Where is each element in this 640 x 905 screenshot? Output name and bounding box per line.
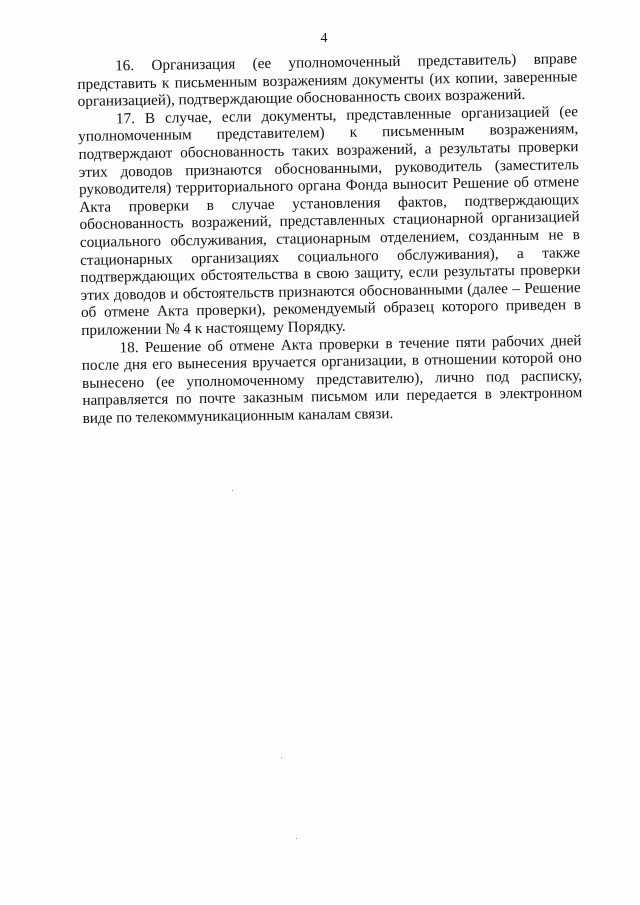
document-body [77, 50, 583, 427]
scan-speck [281, 757, 282, 758]
paragraph-18: 18. Решение об отмене Акта проверки в течение пяти рабочих дней после дня его вынесения вручается организации, в отношении которой оно вынесено (ее уполномоченному представителю), лично под расписку, направляется по почте заказным письмом или передается в электронном виде по телекоммуникационным каналам связи. [81, 331, 583, 427]
scan-speck [296, 838, 297, 839]
page-number: 4 [320, 31, 328, 46]
paragraph-17: 17. В случае, если документы, представленные организацией (ее уполномоченным представителем) к письменным возражениям, подтверждают обоснованность таких возражений, а результаты проверки этих доводов признаются обоснованными, руководитель (заместитель руководителя) территориального органа Фонда выносит Решение об отмене Акта проверки в случае установления фактов, подтверждающих обоснованность возражений, представленных стационарной организацией социального обслуживания, стационарным отделением, созданным не в стационарных организациях социального обслуживания), а также подтверждающих обстоятельства в свою защиту, если результаты проверки этих доводов и обстоятельств признаются обоснованными (далее – Решение об отмене Акта проверки), рекомендуемый образец которого приведен в приложении № 4 к настоящему Порядку. [78, 102, 582, 339]
scan-speck [232, 490, 233, 491]
paragraph-16: 16. Организация (ее уполномоченный представитель) вправе представить к письменным возражениям документы (их копии, заверенные организацией), подтверждающие обоснованность своих возражений. [77, 50, 578, 111]
